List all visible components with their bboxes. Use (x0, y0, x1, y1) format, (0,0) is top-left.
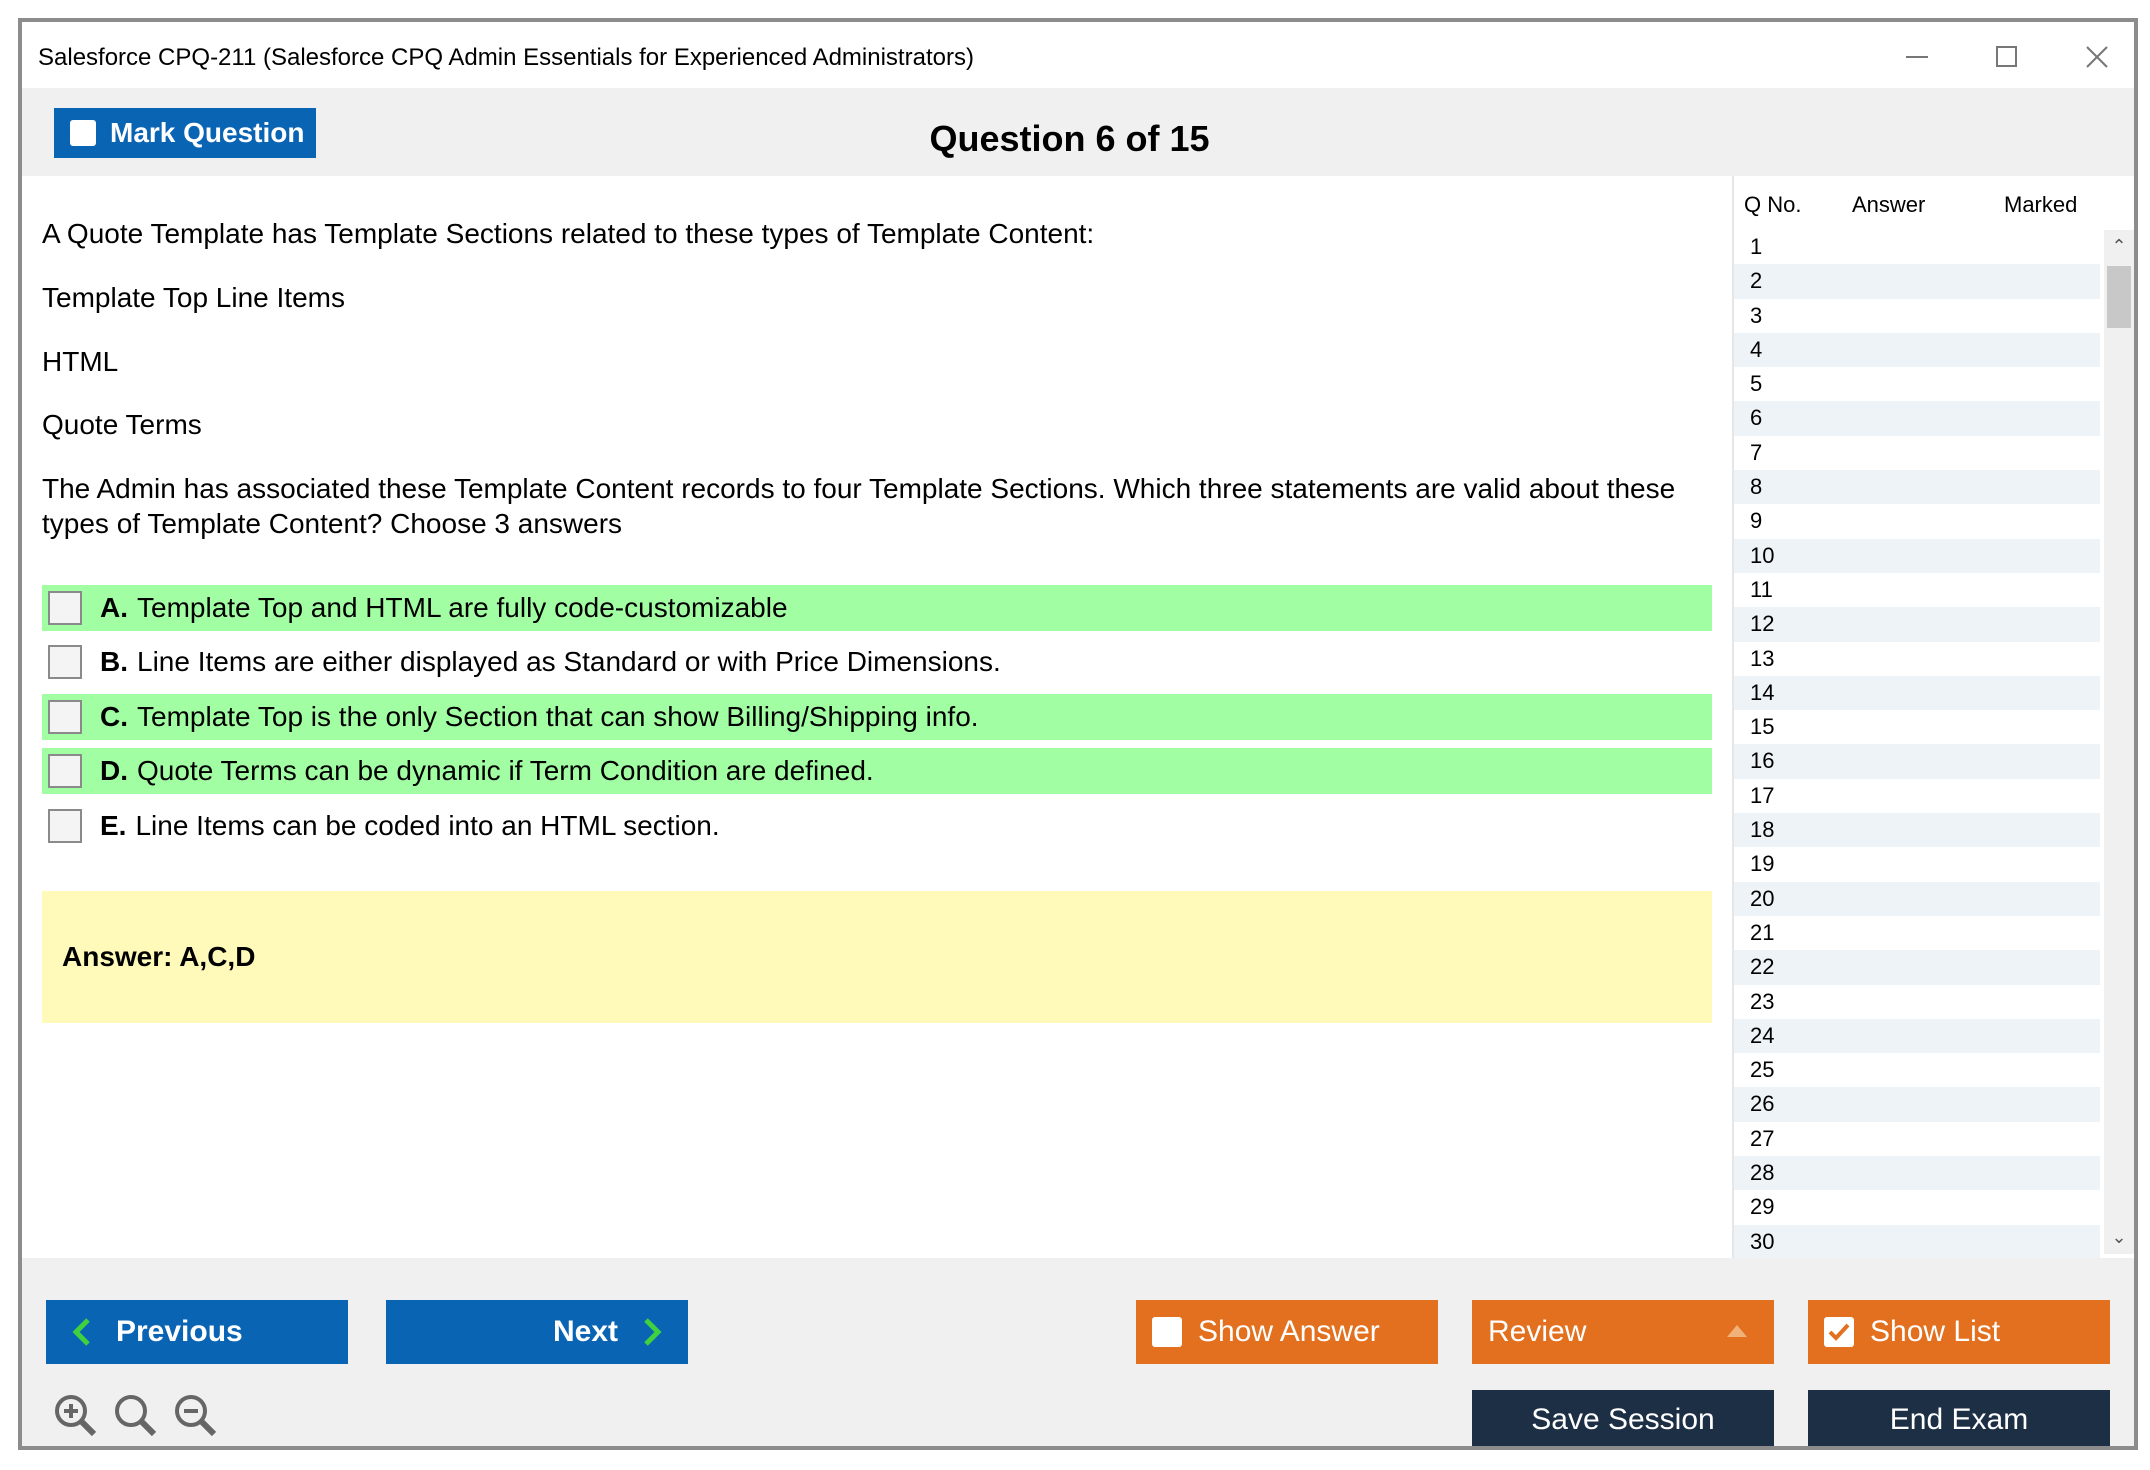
question-list-row[interactable]: 11 (1750, 576, 1773, 602)
option-text: Line Items are either displayed as Standard or with Price Dimensions. (137, 646, 1001, 677)
question-list-row[interactable]: 4 (1734, 333, 2100, 367)
end-exam-button[interactable] (1808, 1390, 2110, 1450)
show-list-label: Show List (1870, 1315, 2001, 1348)
scroll-up-icon[interactable]: ⌃ (2111, 236, 2127, 256)
option-d[interactable] (42, 748, 1712, 794)
answer-box (42, 891, 1712, 1023)
title-bar (22, 22, 2134, 88)
close-icon (2084, 44, 2110, 70)
option-text: Template Top and HTML are fully code-customizable (137, 592, 788, 623)
question-list-row[interactable]: 23 (1750, 988, 1775, 1014)
question-list-row[interactable]: 19 (1750, 851, 1775, 877)
option-letter: B. (100, 646, 128, 677)
column-header-answer: Answer (1852, 192, 1926, 217)
question-list-row[interactable]: 5 (1750, 371, 1763, 397)
question-list-row[interactable]: 27 (1750, 1125, 1775, 1151)
review-label: Review (1488, 1315, 1587, 1348)
question-list-panel (1732, 176, 2138, 1258)
question-list-row[interactable]: 29 (1750, 1194, 1775, 1220)
question-paragraph: A Quote Template has Template Sections related to these types of Template Content: (42, 218, 1095, 249)
question-title: Question 6 of 15 (929, 118, 1210, 159)
option-letter: D. (100, 755, 128, 786)
question-list-row[interactable]: 24 (1734, 1019, 2100, 1053)
chevron-right-icon (642, 1317, 662, 1347)
question-list-row[interactable]: 1 (1750, 234, 1763, 259)
close-button[interactable] (2066, 36, 2126, 76)
option-letter: A. (100, 592, 128, 623)
question-list-row[interactable]: 6 (1734, 401, 2100, 435)
question-header (22, 88, 2134, 176)
option-text: Quote Terms can be dynamic if Term Condition are defined. (137, 755, 874, 786)
scrollbar-thumb[interactable] (2107, 266, 2131, 328)
show-answer-button[interactable] (1136, 1300, 1438, 1364)
maximize-button[interactable] (1976, 36, 2036, 76)
checkbox-icon (1152, 1317, 1182, 1347)
next-button[interactable] (386, 1300, 688, 1364)
minimize-icon (1904, 44, 1930, 70)
question-list-row[interactable]: 13 (1750, 645, 1775, 671)
column-header-marked: Marked (2004, 192, 2078, 217)
answer-text: Answer: A,C,D (62, 941, 256, 972)
question-paragraph: The Admin has associated these Template Content records to four Template Sections. Which three statements are valid about these types of Template Content? Choose 3 answers (42, 473, 1676, 539)
option-e[interactable] (42, 803, 1712, 849)
question-list-row[interactable]: 20 (1734, 882, 2100, 916)
question-list-row[interactable]: 12 (1734, 607, 2100, 641)
question-list-row[interactable]: 30 (1734, 1225, 2100, 1259)
option-checkbox[interactable] (48, 645, 82, 679)
triangle-up-icon (1726, 1324, 1748, 1338)
window-title: Salesforce CPQ-211 (Salesforce CPQ Admin Essentials for Experienced Administrators) (38, 44, 974, 71)
question-list-row[interactable]: 21 (1750, 919, 1775, 945)
previous-button[interactable] (46, 1300, 348, 1364)
save-session-label: Save Session (1531, 1403, 1715, 1436)
end-exam-label: End Exam (1889, 1403, 2029, 1436)
question-list-row[interactable]: 26 (1734, 1087, 2100, 1121)
maximize-icon (1994, 44, 2020, 70)
next-label: Next (552, 1315, 618, 1348)
question-content (22, 176, 1728, 1258)
option-b[interactable] (42, 639, 1712, 685)
question-paragraph: HTML (42, 346, 119, 377)
checkbox-checked-icon (1824, 1317, 1854, 1347)
show-list-button[interactable] (1808, 1300, 2110, 1364)
option-checkbox[interactable] (48, 591, 82, 625)
option-a[interactable] (42, 585, 1712, 631)
question-paragraph: Quote Terms (42, 409, 202, 440)
question-list-header (1734, 176, 2134, 224)
option-checkbox[interactable] (48, 700, 82, 734)
question-list-row[interactable]: 17 (1750, 782, 1775, 808)
question-list-row[interactable]: 10 (1734, 539, 2100, 573)
question-list-rows (1734, 230, 2100, 1259)
show-answer-label: Show Answer (1198, 1315, 1380, 1348)
question-list-row[interactable]: 15 (1750, 714, 1775, 740)
question-list-row[interactable]: 8 (1734, 470, 2100, 504)
footer-toolbar (22, 1258, 2134, 1446)
review-button[interactable] (1472, 1300, 1774, 1364)
question-list-row[interactable]: 7 (1750, 439, 1763, 465)
save-session-button[interactable] (1472, 1390, 1774, 1450)
chevron-left-icon (72, 1317, 92, 1347)
column-header-qno: Q No. (1744, 192, 1802, 217)
option-letter: E. (100, 810, 127, 841)
zoom-out-icon[interactable] (172, 1392, 218, 1438)
app-window (18, 18, 2138, 1450)
question-paragraph: Template Top Line Items (42, 282, 345, 313)
question-list-row[interactable]: 28 (1734, 1156, 2100, 1190)
question-list-row[interactable]: 18 (1734, 813, 2100, 847)
zoom-reset-icon[interactable] (112, 1392, 158, 1438)
question-list-row[interactable]: 14 (1734, 676, 2100, 710)
option-text: Template Top is the only Section that can show Billing/Shipping info. (137, 701, 979, 732)
question-list-scrollbar[interactable] (2104, 230, 2134, 1254)
option-c[interactable] (42, 694, 1712, 740)
question-list-row[interactable]: 2 (1734, 264, 2100, 298)
question-list-row[interactable]: 9 (1750, 508, 1763, 534)
question-list-row[interactable]: 22 (1734, 950, 2100, 984)
option-checkbox[interactable] (48, 809, 82, 843)
question-list-row[interactable]: 3 (1750, 302, 1763, 328)
option-checkbox[interactable] (48, 754, 82, 788)
mark-question-label: Mark Question (110, 117, 305, 148)
previous-label: Previous (116, 1315, 243, 1348)
scroll-down-icon[interactable]: ⌄ (2111, 1227, 2127, 1247)
zoom-in-icon[interactable] (52, 1392, 98, 1438)
minimize-button[interactable] (1886, 36, 1946, 76)
option-letter: C. (100, 701, 128, 732)
option-text: Line Items can be coded into an HTML section. (135, 810, 720, 841)
question-list-row[interactable]: 16 (1734, 744, 2100, 778)
question-list-row[interactable]: 25 (1750, 1057, 1775, 1083)
